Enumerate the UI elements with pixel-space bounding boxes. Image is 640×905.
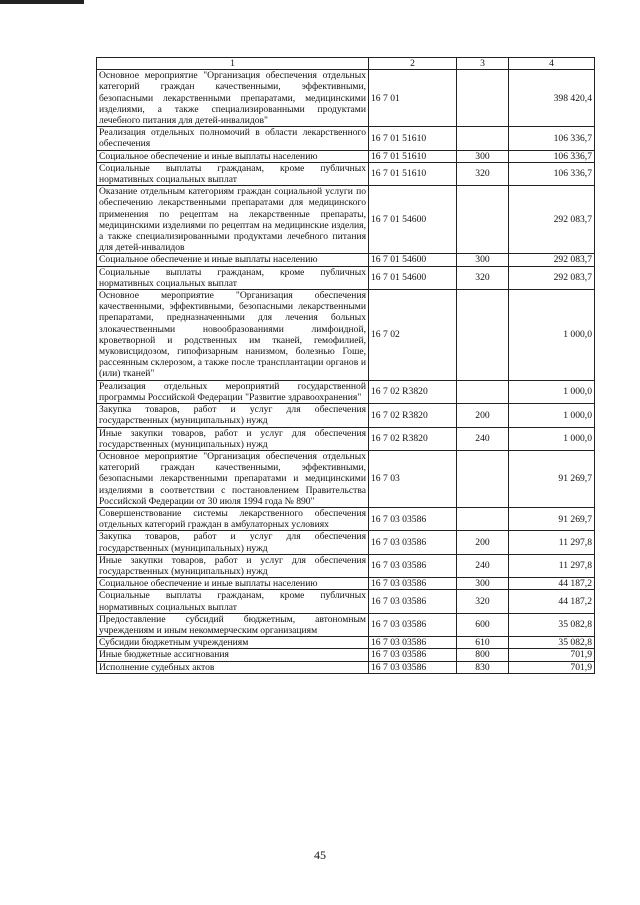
table-row [97,578,595,590]
row-sum-cell: 1 000,0 [509,380,595,403]
row-name-cell: Предоставление субсидий бюджетным, автономным учреждениям и иным некоммерческим организациям [97,613,369,636]
row-type-cell [457,127,509,150]
table-row [97,531,595,554]
row-type-cell [457,450,509,507]
row-name-cell: Социальные выплаты гражданам, кроме публичных нормативных социальных выплат [97,266,369,289]
table-row [97,127,595,150]
row-type-cell: 200 [457,531,509,554]
table-row [97,290,595,381]
header-cell-3: 3 [457,58,509,70]
row-code-cell: 16 7 01 51610 [369,150,457,162]
row-code-cell: 16 7 01 54600 [369,254,457,266]
row-code-cell: 16 7 01 51610 [369,162,457,185]
row-code-cell: 16 7 03 03586 [369,531,457,554]
table-row [97,70,595,127]
table-header-row [97,58,595,70]
row-name-cell: Социальные выплаты гражданам, кроме публичных нормативных социальных выплат [97,590,369,613]
row-type-cell: 830 [457,661,509,673]
row-code-cell: 16 7 03 03586 [369,578,457,590]
row-type-cell: 300 [457,150,509,162]
row-name-cell: Исполнение судебных актов [97,661,369,673]
row-type-cell: 240 [457,427,509,450]
header-cell-2: 2 [369,58,457,70]
row-sum-cell: 11 297,8 [509,531,595,554]
row-name-cell: Оказание отдельным категориям граждан социальной услуги по обеспечению лекарственными препаратами для медицинского применения по рецептам на лекарственные препараты, медицинскими изделиями по рецептам на медицинские изделия, а также специализированными продуктами лечебного питания для детей-инвалидов [97,186,369,254]
row-type-cell [457,507,509,530]
row-type-cell: 320 [457,162,509,185]
row-sum-cell: 44 187,2 [509,578,595,590]
row-sum-cell: 11 297,8 [509,554,595,577]
row-type-cell: 600 [457,613,509,636]
table-row [97,427,595,450]
row-code-cell: 16 7 03 03586 [369,554,457,577]
row-type-cell: 320 [457,590,509,613]
row-name-cell: Реализация отдельных мероприятий государственной программы Российской Федерации "Развитие здравоохранения" [97,380,369,403]
table-row [97,266,595,289]
budget-table [96,57,595,674]
header-cell-1: 1 [97,58,369,70]
row-name-cell: Совершенствование системы лекарственного обеспечения отдельных категорий граждан в амбулаторных условиях [97,507,369,530]
header-cell-4: 4 [509,58,595,70]
table-row [97,507,595,530]
row-name-cell: Основное мероприятие "Организация обеспечения отдельных категорий граждан качественными, эффективными, безопасными лекарственными препаратами и медицинскими изделиями в соответствии с постановлением Правительства Российской Федерации от 30 июля 1994 года № 890" [97,450,369,507]
row-name-cell: Субсидии бюджетным учреждениям [97,637,369,649]
row-code-cell: 16 7 03 03586 [369,637,457,649]
row-code-cell: 16 7 01 54600 [369,266,457,289]
row-name-cell: Социальное обеспечение и иные выплаты населению [97,150,369,162]
row-sum-cell: 398 420,4 [509,70,595,127]
row-type-cell: 240 [457,554,509,577]
table-row [97,254,595,266]
table-row [97,554,595,577]
row-sum-cell: 292 083,7 [509,266,595,289]
row-code-cell: 16 7 03 03586 [369,649,457,661]
row-sum-cell: 701,9 [509,661,595,673]
row-sum-cell: 91 269,7 [509,450,595,507]
row-name-cell: Основное мероприятие "Организация обеспечения качественными, эффективными, безопасными лекарственными препаратами, предназначенными для лечения больных злокачественными новообразованиями лимфоидной, кроветворной и родственных им тканей, гемофилией, муковисцидозом, гипофизарным нанизмом, болезнью Гоше, рассеянным склерозом, а также после трансплантации органов и (или) тканей" [97,290,369,381]
row-sum-cell: 1 000,0 [509,290,595,381]
row-sum-cell: 35 082,8 [509,613,595,636]
row-code-cell: 16 7 01 54600 [369,186,457,254]
row-type-cell: 300 [457,578,509,590]
table-row [97,613,595,636]
row-code-cell: 16 7 03 03586 [369,507,457,530]
row-sum-cell: 1 000,0 [509,427,595,450]
table-row [97,186,595,254]
row-code-cell: 16 7 03 03586 [369,590,457,613]
table-row [97,649,595,661]
row-code-cell: 16 7 03 03586 [369,661,457,673]
row-code-cell: 16 7 03 03586 [369,613,457,636]
table-row [97,590,595,613]
row-type-cell [457,70,509,127]
row-code-cell: 16 7 02 [369,290,457,381]
table-row [97,162,595,185]
row-type-cell [457,290,509,381]
row-sum-cell: 292 083,7 [509,186,595,254]
row-code-cell: 16 7 01 51610 [369,127,457,150]
row-sum-cell: 35 082,8 [509,637,595,649]
row-type-cell [457,186,509,254]
row-name-cell: Иные закупки товаров, работ и услуг для обеспечения государственных (муниципальных) нужд [97,554,369,577]
row-code-cell: 16 7 02 R3820 [369,427,457,450]
row-type-cell [457,380,509,403]
table-row [97,380,595,403]
row-name-cell: Закупка товаров, работ и услуг для обеспечения государственных (муниципальных) нужд [97,531,369,554]
row-sum-cell: 106 336,7 [509,150,595,162]
row-sum-cell: 292 083,7 [509,254,595,266]
top-rule [0,0,84,4]
row-sum-cell: 106 336,7 [509,162,595,185]
table-row [97,150,595,162]
row-name-cell: Социальное обеспечение и иные выплаты населению [97,578,369,590]
row-code-cell: 16 7 03 [369,450,457,507]
row-code-cell: 16 7 01 [369,70,457,127]
row-name-cell: Социальные выплаты гражданам, кроме публичных нормативных социальных выплат [97,162,369,185]
table-row [97,450,595,507]
row-name-cell: Реализация отдельных полномочий в области лекарственного обеспечения [97,127,369,150]
row-sum-cell: 44 187,2 [509,590,595,613]
row-code-cell: 16 7 02 R3820 [369,380,457,403]
row-sum-cell: 106 336,7 [509,127,595,150]
row-code-cell: 16 7 02 R3820 [369,404,457,427]
row-sum-cell: 1 000,0 [509,404,595,427]
row-type-cell: 610 [457,637,509,649]
row-name-cell: Закупка товаров, работ и услуг для обеспечения государственных (муниципальных) нужд [97,404,369,427]
table-row [97,661,595,673]
row-name-cell: Основное мероприятие "Организация обеспечения отдельных категорий граждан качественными, эффективными, безопасными лекарственными препаратами, медицинскими изделиями, а также специализированными продуктами лечебного питания для детей-инвалидов" [97,70,369,127]
table-row [97,637,595,649]
page-number: 45 [314,848,326,862]
row-name-cell: Иные закупки товаров, работ и услуг для обеспечения государственных (муниципальных) нужд [97,427,369,450]
table-row [97,404,595,427]
row-type-cell: 800 [457,649,509,661]
row-sum-cell: 701,9 [509,649,595,661]
row-type-cell: 320 [457,266,509,289]
row-name-cell: Социальное обеспечение и иные выплаты населению [97,254,369,266]
row-sum-cell: 91 269,7 [509,507,595,530]
row-type-cell: 200 [457,404,509,427]
row-name-cell: Иные бюджетные ассигнования [97,649,369,661]
row-type-cell: 300 [457,254,509,266]
